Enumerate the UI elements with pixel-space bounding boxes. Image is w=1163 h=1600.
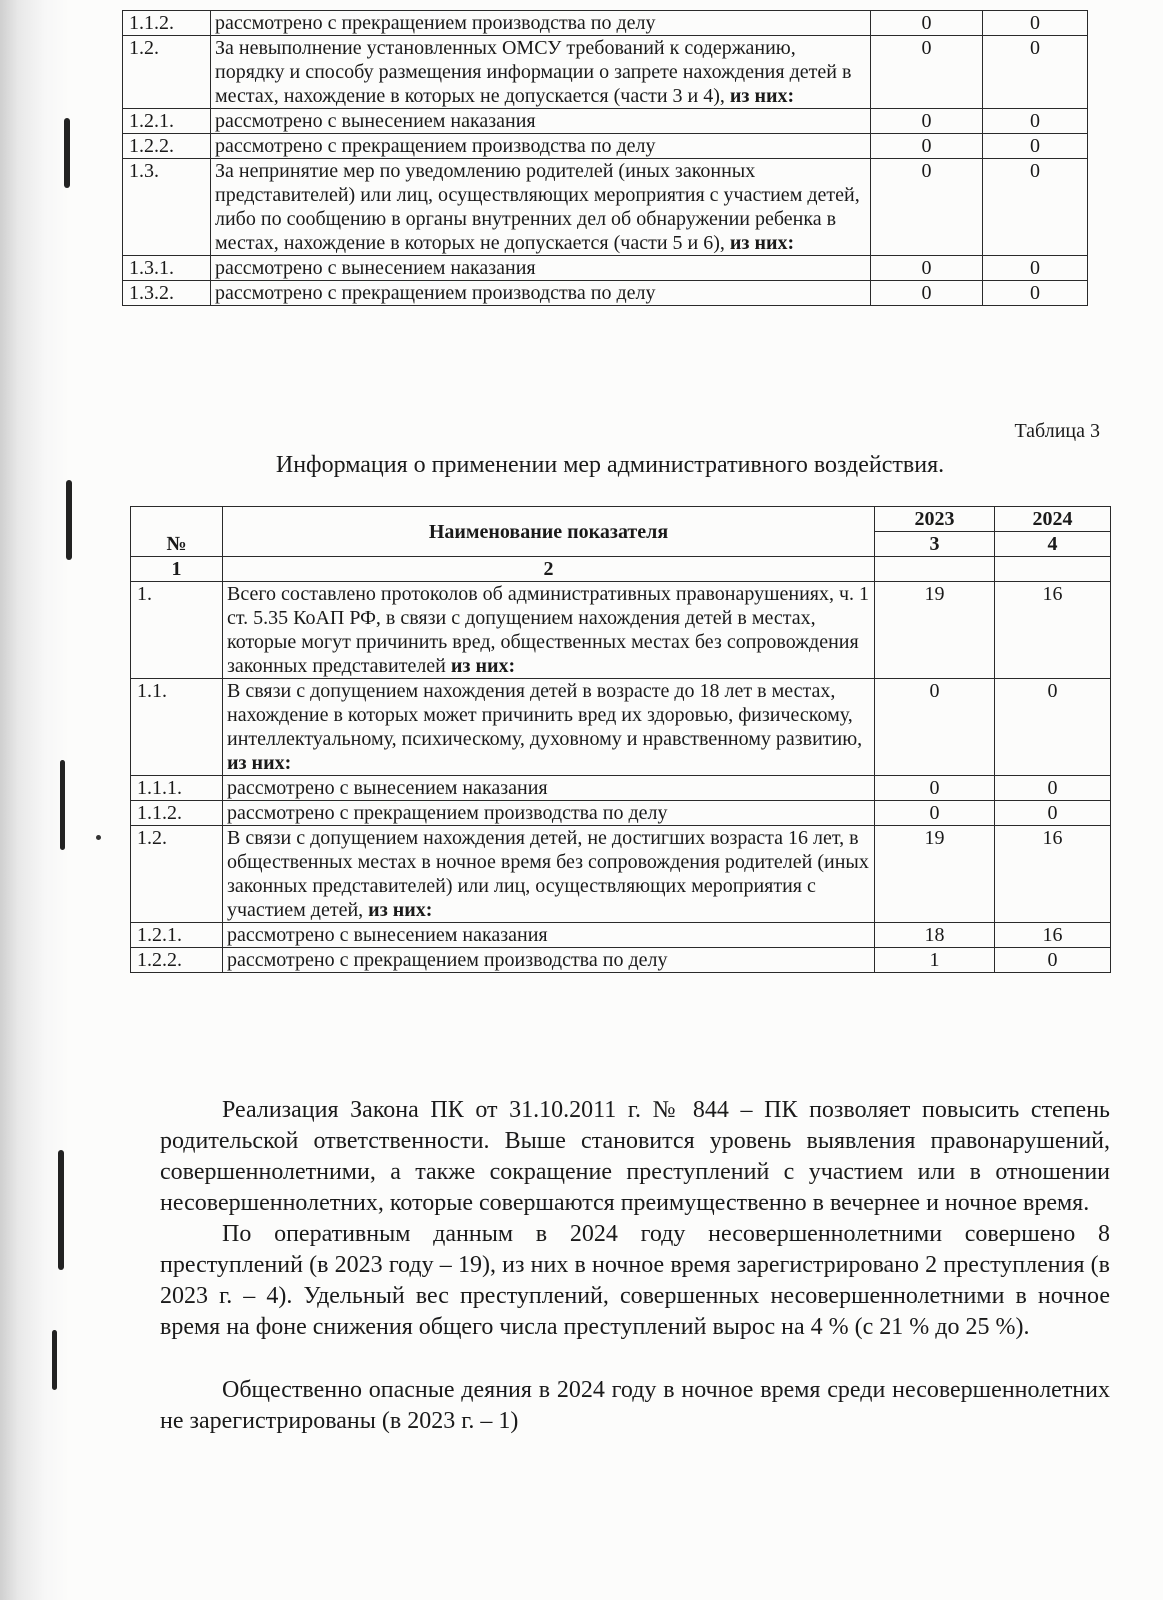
value-2023: 18: [875, 923, 995, 948]
value-2023: 19: [875, 582, 995, 679]
table-row: [123, 109, 1088, 134]
value-2023: 0: [871, 36, 983, 109]
value-2023: 0: [871, 281, 983, 306]
value-2023: 0: [871, 159, 983, 256]
value-2024: 0: [995, 776, 1111, 801]
indicator-suffix: из них:: [729, 85, 795, 107]
row-indicator: [223, 582, 875, 679]
table-row: [123, 281, 1088, 306]
value-2023: 1: [875, 948, 995, 973]
row-indicator: [223, 923, 875, 948]
value-2024: 0: [983, 109, 1088, 134]
header-num: №: [131, 507, 223, 557]
header-year-2023: 2023: [875, 507, 995, 532]
row-indicator: [223, 948, 875, 973]
value-2024: 0: [995, 679, 1111, 776]
punch-mark: [58, 1150, 64, 1270]
table-row: [123, 36, 1088, 109]
paragraph-dangerous-acts: Общественно опасные деяния в 2024 году в ночное время среди несовершеннолетних не зарегистрированы (в 2023 г. – 1): [160, 1377, 1110, 1434]
value-2023: 19: [875, 826, 995, 923]
value-2024: 0: [983, 11, 1088, 36]
header-col2: 2: [223, 557, 875, 582]
value-2024: 16: [995, 826, 1111, 923]
indicator-suffix: из них:: [450, 655, 516, 677]
header-name: Наименование показателя: [223, 507, 875, 557]
row-number: 1.1.2.: [123, 11, 211, 36]
value-2024: 0: [983, 281, 1088, 306]
row-number: 1.: [131, 582, 223, 679]
row-number: 1.2.: [131, 826, 223, 923]
value-2023: 0: [871, 11, 983, 36]
paragraph-law-implementation: Реализация Закона ПК от 31.10.2011 г. № 844 – ПК позволяет повысить степень родительской ответственности. Выше становится уровень выявления правонарушений, совершеннолетними, а также сокращение преступлений с участием или в отношении несовершеннолетних, которые совершаются преимущественно в вечернее и ночное время.: [160, 1097, 1110, 1216]
punch-mark: [52, 1330, 57, 1390]
row-number: 1.1.: [131, 679, 223, 776]
indicator-text: рассмотрено с вынесением наказания: [227, 924, 548, 946]
table-row: [131, 776, 1111, 801]
row-indicator: [223, 801, 875, 826]
table-header-row: [131, 507, 1111, 532]
indicator-text: В связи с допущением нахождения детей, не достигших возраста 16 лет, в общественных местах в ночное время без сопровождения родителей (иных законных представителей) или лиц, осуществляющих мероприятия с участием детей,: [227, 827, 869, 921]
punch-mark: [66, 480, 72, 560]
row-indicator: [211, 281, 871, 306]
indicator-text: рассмотрено с вынесением наказания: [227, 777, 548, 799]
row-indicator: [211, 36, 871, 109]
table-title: Информация о применении мер административного воздействия.: [275, 452, 945, 478]
indicator-text: В связи с допущением нахождения детей в возрасте до 18 лет в местах, нахождение в которых может причинить вред их здоровью, физическому, интеллектуальному, психическому, духовному и нравственному развитию,: [227, 680, 863, 750]
punch-mark: [60, 760, 65, 850]
table-continuation: [122, 10, 1088, 306]
value-2024: 0: [983, 36, 1088, 109]
indicator-text: рассмотрено с вынесением наказания: [215, 257, 536, 279]
value-2023: 0: [875, 801, 995, 826]
value-2023: 0: [871, 256, 983, 281]
table-row: [123, 11, 1088, 36]
table-row: [123, 256, 1088, 281]
table-row: [131, 948, 1111, 973]
value-2023: 0: [871, 134, 983, 159]
row-indicator: [223, 826, 875, 923]
table-index-row: [131, 557, 1111, 582]
header-col3: 3: [875, 532, 995, 557]
row-indicator: [211, 134, 871, 159]
row-indicator: [211, 11, 871, 36]
table-3: [130, 506, 1111, 973]
punch-mark: [64, 118, 70, 188]
value-2024: 0: [983, 134, 1088, 159]
value-2023: 0: [871, 109, 983, 134]
indicator-text: Всего составлено протоколов об административных правонарушениях, ч. 1 ст. 5.35 КоАП РФ, в связи с допущением нахождения детей в местах, которые могут причинить вред, общественных местах без сопровождения законных представителей: [227, 583, 870, 677]
header-col4: 4: [995, 532, 1111, 557]
table-row: [131, 679, 1111, 776]
indicator-text: рассмотрено с прекращением производства по делу: [215, 282, 656, 304]
row-number: 1.3.: [123, 159, 211, 256]
header-empty: [875, 557, 995, 582]
indicator-text: За непринятие мер по уведомлению родителей (иных законных представителей) или лиц, осуществляющих мероприятия с участием детей, либо по сообщению в органы внутренних дел об обнаружении ребенка в местах, нахождение в которых не допускается (части 5 и 6),: [215, 160, 860, 254]
indicator-text: рассмотрено с прекращением производства по делу: [227, 802, 668, 824]
row-number: 1.3.1.: [123, 256, 211, 281]
row-indicator: [223, 776, 875, 801]
table-row: [123, 134, 1088, 159]
indicator-text: рассмотрено с прекращением производства по делу: [215, 12, 656, 34]
row-number: 1.3.2.: [123, 281, 211, 306]
row-indicator: [211, 109, 871, 134]
indicator-suffix: из них:: [729, 232, 795, 254]
value-2023: 0: [875, 776, 995, 801]
row-indicator: [223, 679, 875, 776]
indicator-suffix: из них:: [368, 899, 433, 921]
paragraph-operational-data: По оперативным данным в 2024 году несовершеннолетними совершено 8 преступлений (в 2023 году – 19), из них в ночное время зарегистрировано 2 преступления (в 2023 г. – 4). Удельный вес преступлений, совершенных несовершеннолетними в ночное время на фоне снижения общего числа преступлений вырос на 4 % (с 21 % до 25 %).: [160, 1221, 1110, 1340]
value-2024: 0: [995, 948, 1111, 973]
row-indicator: [211, 159, 871, 256]
indicator-text: рассмотрено с прекращением производства по делу: [215, 135, 656, 157]
header-year-2024: 2024: [995, 507, 1111, 532]
indicator-text: рассмотрено с вынесением наказания: [215, 110, 536, 132]
table-row: [123, 159, 1088, 256]
table-label: Таблица 3: [1014, 420, 1100, 442]
row-indicator: [211, 256, 871, 281]
value-2024: 16: [995, 923, 1111, 948]
indicator-text: За невыполнение установленных ОМСУ требований к содержанию, порядку и способу размещения информации о запрете нахождения детей в местах, нахождение в которых не допускается (части 3 и 4),: [215, 37, 852, 107]
scan-speck: [96, 835, 101, 840]
table-row: [131, 826, 1111, 923]
row-number: 1.1.2.: [131, 801, 223, 826]
row-number: 1.2.2.: [131, 948, 223, 973]
header-col1: 1: [131, 557, 223, 582]
row-number: 1.2.: [123, 36, 211, 109]
row-number: 1.1.1.: [131, 776, 223, 801]
value-2023: 0: [875, 679, 995, 776]
row-number: 1.2.2.: [123, 134, 211, 159]
value-2024: 0: [983, 159, 1088, 256]
row-number: 1.2.1.: [131, 923, 223, 948]
value-2024: 16: [995, 582, 1111, 679]
table-row: [131, 582, 1111, 679]
value-2024: 0: [983, 256, 1088, 281]
row-number: 1.2.1.: [123, 109, 211, 134]
table-row: [131, 923, 1111, 948]
indicator-suffix: из них:: [227, 752, 292, 774]
indicator-text: рассмотрено с прекращением производства по делу: [227, 949, 668, 971]
header-empty: [995, 557, 1111, 582]
table-row: [131, 801, 1111, 826]
value-2024: 0: [995, 801, 1111, 826]
